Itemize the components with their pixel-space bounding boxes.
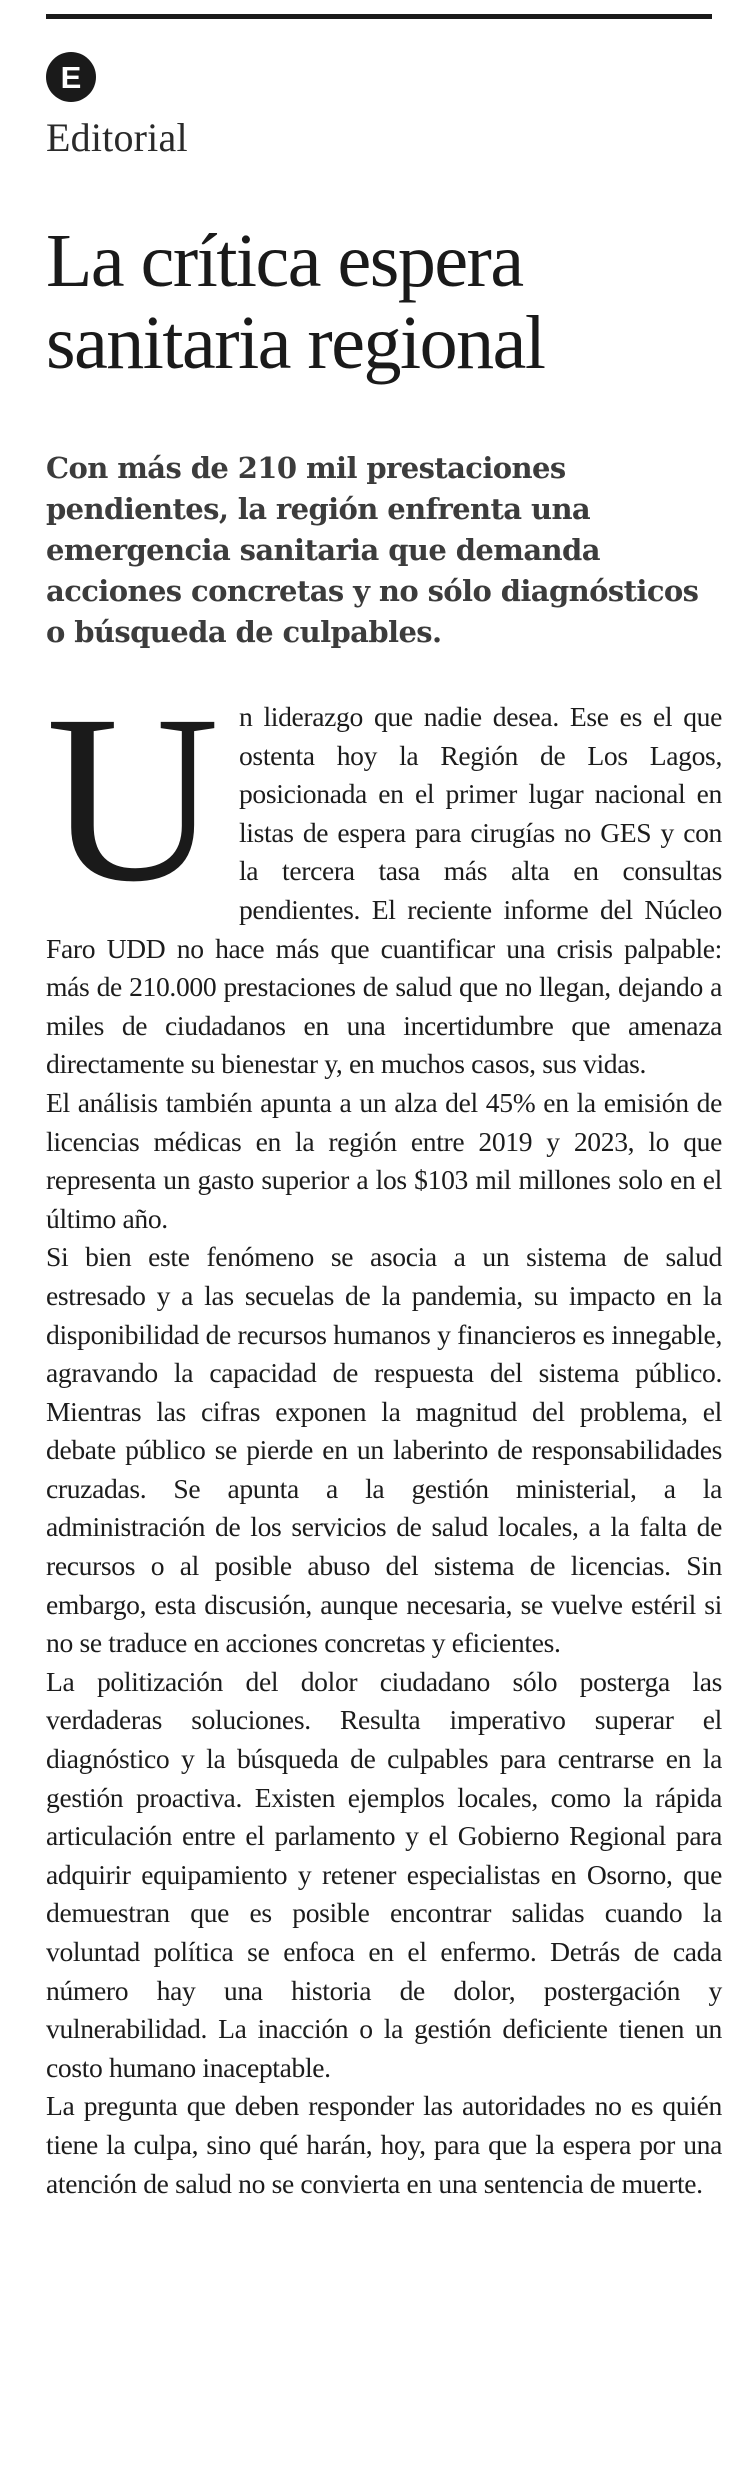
section-label: Editorial (46, 115, 188, 160)
article-paragraph-1-text: n liderazgo que nadie desea. Ese es el que ostenta hoy la Región de Los Lagos, posicionada en el primer lugar nacional en listas de espera para cirugías no GES y con la tercera tasa más alta en consultas pendientes. El reciente informe del Núcleo Faro UDD no hace más que cuantificar una crisis palpable: más de 210.000 prestaciones de salud que no llegan, dejando a miles de ciudadanos en una incertidumbre que amenaza directamente su bienestar y, en muchos casos, sus vidas. (46, 701, 722, 1080)
article-paragraph-3: Si bien este fenómeno se asocia a un sistema de salud estresado y a las secuelas de la pandemia, su impacto en la disponibilidad de recursos humanos y financieros es innegable, agravando la capacidad de respuesta del sistema público. Mientras las cifras exponen la magnitud del problema, el debate público se pierde en un laberinto de responsabilidades cruzadas. Se apunta a la gestión ministerial, a la administración de los servicios de salud locales, a la falta de recursos o al posible abuso del sistema de licencias. Sin embargo, esta discusión, aunque necesaria, se vuelve estéril si no se traduce en acciones concretas y eficientes. (46, 1241, 722, 1659)
section-badge-letter: E (60, 59, 82, 95)
article-paragraph-5: La pregunta que deben responder las autoridades no es quién tiene la culpa, sino qué harán, hoy, para que la espera por una atención de salud no se convierta en una sentencia de muerte. (46, 2090, 722, 2199)
article-headline: La crítica espera sanitaria regional (46, 219, 545, 385)
article-paragraph-4: La politización del dolor ciudadano sólo posterga las verdaderas soluciones. Resulta imperativo superar el diagnóstico y la búsqueda de culpables para centrarse en la gestión proactiva. Existen ejemplos locales, como la rápida articulación entre el parlamento y el Gobierno Regional para adquirir equipamiento y retener especialistas en Osorno, que demuestran que es posible encontrar salidas cuando la voluntad política se enfoca en el enfermo. Detrás de cada número hay una historia de dolor, postergación y vulnerabilidad. La inacción o la gestión deficiente tienen un costo humano inaceptable. (46, 1665, 722, 2083)
article-paragraph-2: El análisis también apunta a un alza del 45% en la emisión de licencias médicas en la región entre 2019 y 2023, lo que representa un gasto superior a los $103 mil millones solo en el último año. (46, 1086, 722, 1234)
article-body (46, 665, 722, 2203)
section-badge (46, 52, 96, 102)
top-rule (46, 14, 712, 19)
section-header (46, 52, 706, 160)
drop-cap: U (46, 665, 219, 931)
article-lead: Con más de 210 mil prestaciones pendientes, la región enfrenta una emergencia sanitaria que demanda acciones concretas y no sólo diagnósticos o búsqueda de culpables. (46, 451, 699, 649)
article-paragraph-1 (46, 665, 722, 1084)
